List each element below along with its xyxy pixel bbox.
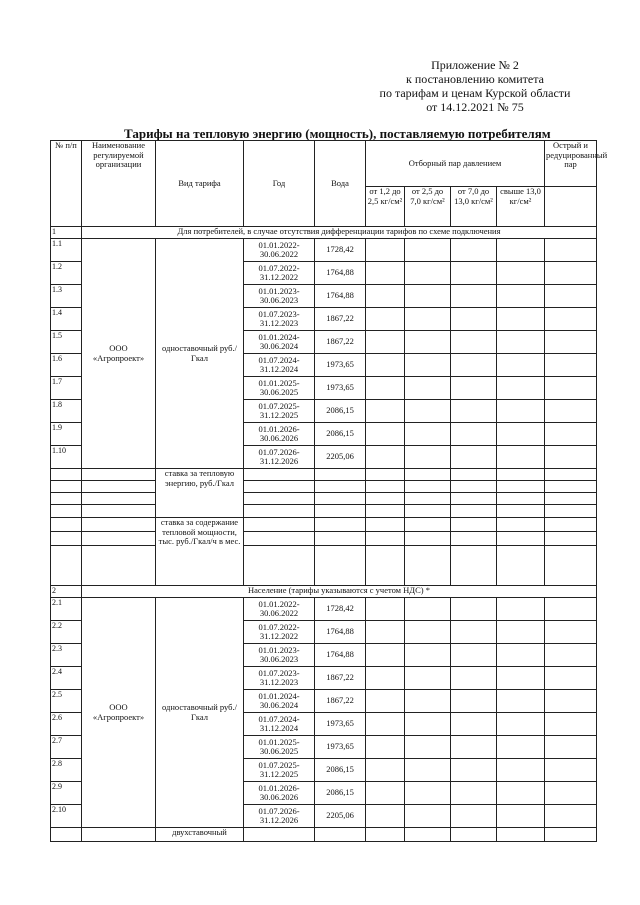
period: 01.07.2025- 31.12.2025 xyxy=(244,759,315,782)
empty-cell xyxy=(366,308,405,331)
row-num: 2.3 xyxy=(51,644,82,667)
section-num: 1 xyxy=(51,227,82,239)
empty-cell xyxy=(545,331,597,354)
empty-cell xyxy=(405,377,451,400)
empty-cell xyxy=(405,805,451,828)
empty-cell xyxy=(405,690,451,713)
tariff-type: одноставочный руб./Гкал xyxy=(156,598,244,828)
committee-name: по тарифам и ценам Курской области xyxy=(379,86,571,100)
empty-cell xyxy=(82,518,156,532)
empty-cell xyxy=(82,493,156,505)
period: 01.07.2024- 31.12.2024 xyxy=(244,713,315,736)
period: 01.01.2024- 30.06.2024 xyxy=(244,690,315,713)
empty-cell xyxy=(405,446,451,469)
empty-cell xyxy=(366,644,405,667)
row-num: 1.5 xyxy=(51,331,82,354)
section-row xyxy=(51,586,597,598)
water-value: 1728,42 xyxy=(315,598,366,621)
empty-cell xyxy=(545,598,597,621)
empty-cell xyxy=(366,285,405,308)
water-value: 2086,15 xyxy=(315,400,366,423)
water-value: 1973,65 xyxy=(315,377,366,400)
empty-cell xyxy=(497,308,545,331)
empty-cell xyxy=(451,598,497,621)
empty-cell xyxy=(366,469,405,481)
empty-cell xyxy=(497,828,545,842)
empty-cell xyxy=(315,493,366,505)
empty-cell xyxy=(366,805,405,828)
empty-cell xyxy=(366,759,405,782)
empty-cell xyxy=(405,423,451,446)
empty-cell xyxy=(244,518,315,532)
period: 01.07.2023- 31.12.2023 xyxy=(244,667,315,690)
period: 01.01.2025- 30.06.2025 xyxy=(244,377,315,400)
period: 01.01.2023- 30.06.2023 xyxy=(244,285,315,308)
empty-cell xyxy=(405,400,451,423)
empty-cell xyxy=(405,644,451,667)
empty-cell xyxy=(405,667,451,690)
empty-cell xyxy=(315,469,366,481)
period: 01.07.2022- 31.12.2022 xyxy=(244,621,315,644)
table-row xyxy=(51,828,597,842)
col-sharp-header: Острый и редуцированный пар xyxy=(545,141,597,187)
empty-cell xyxy=(545,239,597,262)
table-row xyxy=(51,493,597,505)
empty-cell xyxy=(497,331,545,354)
empty-cell xyxy=(366,667,405,690)
table-row xyxy=(51,598,597,621)
tariff-type: одноставочный руб./Гкал xyxy=(156,239,244,469)
empty-cell xyxy=(451,505,497,518)
empty-cell xyxy=(497,518,545,532)
period: 01.07.2022- 31.12.2022 xyxy=(244,262,315,285)
empty-cell xyxy=(405,713,451,736)
empty-cell xyxy=(545,505,597,518)
empty-cell xyxy=(244,505,315,518)
empty-cell xyxy=(405,532,451,546)
empty-cell xyxy=(497,532,545,546)
row-num: 2.8 xyxy=(51,759,82,782)
empty-cell xyxy=(82,481,156,493)
rate-capacity-label: ставка за содержание тепловой мощности, тыс. руб./Гкал/ч в мес. xyxy=(156,518,244,586)
empty-cell xyxy=(497,481,545,493)
empty-cell xyxy=(545,518,597,532)
row-num: 1.8 xyxy=(51,400,82,423)
appendix-label: Приложение № 2 xyxy=(431,58,519,72)
empty-cell xyxy=(497,713,545,736)
empty-cell xyxy=(405,621,451,644)
empty-cell xyxy=(405,736,451,759)
empty-cell xyxy=(545,621,597,644)
col-steam-header: Отборный пар давлением xyxy=(366,141,545,187)
row-num: 2.1 xyxy=(51,598,82,621)
rate-energy-label: ставка за тепловую энергию, руб./Гкал xyxy=(156,469,244,518)
row-num: 2.5 xyxy=(51,690,82,713)
empty-cell xyxy=(451,667,497,690)
table-row xyxy=(51,469,597,481)
row-num: 2.2 xyxy=(51,621,82,644)
empty-cell xyxy=(451,354,497,377)
col-sub3-header: от 7,0 до 13,0 кг/см² xyxy=(451,187,497,227)
empty-cell xyxy=(545,285,597,308)
empty-cell xyxy=(545,759,597,782)
period: 01.01.2026- 30.06.2026 xyxy=(244,423,315,446)
empty-cell xyxy=(497,239,545,262)
empty-cell xyxy=(315,505,366,518)
tariff-table xyxy=(50,140,608,842)
col-sub2-header: от 2,5 до 7,0 кг/см² xyxy=(405,187,451,227)
empty-cell xyxy=(497,423,545,446)
table-row xyxy=(51,505,597,518)
empty-cell xyxy=(366,505,405,518)
empty-cell xyxy=(405,262,451,285)
empty-cell xyxy=(451,308,497,331)
empty-cell xyxy=(366,546,405,586)
period: 01.07.2026- 31.12.2026 xyxy=(244,446,315,469)
empty-cell xyxy=(497,505,545,518)
empty-cell xyxy=(244,828,315,842)
two-part-label: двухставочный xyxy=(156,828,244,842)
resolution-ref: к постановлению комитета xyxy=(406,72,544,86)
empty-cell xyxy=(51,505,82,518)
empty-cell xyxy=(545,713,597,736)
empty-cell xyxy=(405,518,451,532)
table-row xyxy=(51,546,597,586)
empty-cell xyxy=(244,481,315,493)
empty-cell xyxy=(545,644,597,667)
empty-cell xyxy=(451,690,497,713)
row-num: 1.2 xyxy=(51,262,82,285)
empty-cell xyxy=(82,505,156,518)
empty-cell xyxy=(497,736,545,759)
empty-cell xyxy=(545,828,597,842)
empty-cell xyxy=(405,481,451,493)
empty-cell xyxy=(451,805,497,828)
period: 01.01.2022- 30.06.2022 xyxy=(244,239,315,262)
col-org-header: Наименование регулируемой организации xyxy=(82,141,156,227)
empty-cell xyxy=(497,782,545,805)
empty-cell xyxy=(366,782,405,805)
water-value: 2205,06 xyxy=(315,805,366,828)
water-value: 1764,88 xyxy=(315,644,366,667)
empty-cell xyxy=(497,598,545,621)
period: 01.01.2022- 30.06.2022 xyxy=(244,598,315,621)
period: 01.07.2024- 31.12.2024 xyxy=(244,354,315,377)
empty-cell xyxy=(366,713,405,736)
empty-cell xyxy=(451,481,497,493)
water-value: 1973,65 xyxy=(315,713,366,736)
empty-cell xyxy=(497,805,545,828)
empty-cell xyxy=(545,736,597,759)
empty-cell xyxy=(405,759,451,782)
table-row xyxy=(51,481,597,493)
row-num: 1.10 xyxy=(51,446,82,469)
section-title: Для потребителей, в случае отсутствия дифференциации тарифов по схеме подключения xyxy=(82,227,597,239)
row-num: 1.7 xyxy=(51,377,82,400)
period: 01.07.2025- 31.12.2025 xyxy=(244,400,315,423)
empty-cell xyxy=(51,518,82,532)
empty-cell xyxy=(497,644,545,667)
empty-cell xyxy=(405,598,451,621)
resolution-date: от 14.12.2021 № 75 xyxy=(426,100,524,114)
empty-cell xyxy=(366,493,405,505)
empty-cell xyxy=(451,400,497,423)
empty-cell xyxy=(82,532,156,546)
empty-cell xyxy=(405,308,451,331)
empty-cell xyxy=(82,828,156,842)
empty-cell xyxy=(451,621,497,644)
empty-cell xyxy=(545,469,597,481)
empty-cell xyxy=(51,481,82,493)
empty-cell xyxy=(545,308,597,331)
empty-cell xyxy=(366,690,405,713)
empty-cell xyxy=(545,354,597,377)
empty-cell xyxy=(451,782,497,805)
empty-cell xyxy=(51,493,82,505)
empty-cell xyxy=(497,493,545,505)
water-value: 1867,22 xyxy=(315,331,366,354)
document-header xyxy=(360,58,590,114)
empty-cell xyxy=(545,423,597,446)
empty-cell xyxy=(451,377,497,400)
empty-cell xyxy=(451,331,497,354)
water-value: 1728,42 xyxy=(315,239,366,262)
water-value: 2086,15 xyxy=(315,423,366,446)
empty-cell xyxy=(405,493,451,505)
table-row xyxy=(51,518,597,532)
empty-cell xyxy=(366,377,405,400)
empty-cell xyxy=(405,505,451,518)
empty-cell xyxy=(497,759,545,782)
page-title: Тарифы на тепловую энергию (мощность), поставляемую потребителям xyxy=(124,126,551,141)
empty-cell xyxy=(451,736,497,759)
empty-cell xyxy=(405,782,451,805)
empty-cell xyxy=(545,546,597,586)
empty-cell xyxy=(366,736,405,759)
row-num: 2.4 xyxy=(51,667,82,690)
empty-cell xyxy=(451,828,497,842)
empty-cell xyxy=(366,446,405,469)
empty-cell xyxy=(451,262,497,285)
empty-cell xyxy=(82,469,156,481)
period: 01.01.2025- 30.06.2025 xyxy=(244,736,315,759)
empty-cell xyxy=(545,262,597,285)
empty-cell xyxy=(366,621,405,644)
empty-cell xyxy=(82,546,156,586)
empty-cell xyxy=(451,713,497,736)
empty-cell xyxy=(451,532,497,546)
org-name: ООО «Агропроект» xyxy=(82,598,156,828)
col-water-header: Вода xyxy=(315,141,366,227)
water-value: 1764,88 xyxy=(315,285,366,308)
water-value: 1867,22 xyxy=(315,667,366,690)
row-num: 2.9 xyxy=(51,782,82,805)
row-num: 2.6 xyxy=(51,713,82,736)
water-value: 1867,22 xyxy=(315,308,366,331)
empty-cell xyxy=(244,546,315,586)
col-sub4-header: свыше 13,0 кг/см² xyxy=(497,187,545,227)
water-value: 1764,88 xyxy=(315,621,366,644)
empty-cell xyxy=(451,644,497,667)
water-value: 1867,22 xyxy=(315,690,366,713)
row-num: 1.9 xyxy=(51,423,82,446)
table-row xyxy=(51,532,597,546)
header-row xyxy=(51,141,597,187)
period: 01.01.2026- 30.06.2026 xyxy=(244,782,315,805)
empty-cell xyxy=(51,828,82,842)
period: 01.01.2024- 30.06.2024 xyxy=(244,331,315,354)
empty-cell xyxy=(366,518,405,532)
empty-cell xyxy=(497,469,545,481)
empty-cell xyxy=(451,518,497,532)
col-year-header: Год xyxy=(244,141,315,227)
empty-cell xyxy=(405,239,451,262)
empty-cell xyxy=(366,354,405,377)
empty-cell xyxy=(244,493,315,505)
water-value: 1973,65 xyxy=(315,354,366,377)
empty-cell xyxy=(451,759,497,782)
empty-cell xyxy=(366,239,405,262)
empty-cell xyxy=(497,354,545,377)
row-num: 1.3 xyxy=(51,285,82,308)
empty-cell xyxy=(545,400,597,423)
empty-cell xyxy=(497,262,545,285)
org-name: ООО «Агропроект» xyxy=(82,239,156,469)
empty-cell xyxy=(451,239,497,262)
period: 01.07.2023- 31.12.2023 xyxy=(244,308,315,331)
period: 01.07.2026- 31.12.2026 xyxy=(244,805,315,828)
empty-cell xyxy=(497,546,545,586)
empty-cell xyxy=(51,546,82,586)
empty-cell xyxy=(315,481,366,493)
empty-cell xyxy=(497,667,545,690)
empty-cell xyxy=(451,469,497,481)
empty-cell xyxy=(315,518,366,532)
col-num-header: № п/п xyxy=(51,141,82,227)
water-value: 2086,15 xyxy=(315,759,366,782)
empty-cell xyxy=(405,285,451,308)
empty-cell xyxy=(545,667,597,690)
col-sub1-header: от 1,2 до 2,5 кг/см² xyxy=(366,187,405,227)
empty-cell xyxy=(545,377,597,400)
period: 01.01.2023- 30.06.2023 xyxy=(244,644,315,667)
empty-cell xyxy=(405,469,451,481)
empty-cell xyxy=(244,469,315,481)
empty-cell xyxy=(244,532,315,546)
empty-cell xyxy=(315,828,366,842)
row-num: 1.4 xyxy=(51,308,82,331)
empty-cell xyxy=(497,690,545,713)
empty-cell xyxy=(51,532,82,546)
empty-cell xyxy=(366,598,405,621)
empty-cell xyxy=(451,285,497,308)
row-num: 2.10 xyxy=(51,805,82,828)
empty-cell xyxy=(451,446,497,469)
empty-cell xyxy=(545,481,597,493)
empty-cell xyxy=(497,400,545,423)
empty-cell xyxy=(545,690,597,713)
section-title: Население (тарифы указываются с учетом НДС) * xyxy=(82,586,597,598)
empty-cell xyxy=(545,805,597,828)
empty-cell xyxy=(51,469,82,481)
empty-cell xyxy=(545,493,597,505)
row-num: 1.6 xyxy=(51,354,82,377)
empty-cell xyxy=(315,532,366,546)
empty-cell xyxy=(366,331,405,354)
empty-cell xyxy=(451,423,497,446)
empty-cell xyxy=(366,423,405,446)
empty-cell xyxy=(405,331,451,354)
empty-cell xyxy=(497,446,545,469)
empty-cell xyxy=(545,446,597,469)
water-value: 2205,06 xyxy=(315,446,366,469)
empty-cell xyxy=(405,546,451,586)
water-value: 2086,15 xyxy=(315,782,366,805)
empty-cell xyxy=(451,546,497,586)
col-type-header: Вид тарифа xyxy=(156,141,244,227)
empty-cell xyxy=(545,782,597,805)
empty-cell xyxy=(366,532,405,546)
empty-cell xyxy=(497,621,545,644)
section-row xyxy=(51,227,597,239)
empty-cell xyxy=(366,481,405,493)
empty-cell xyxy=(405,354,451,377)
empty-cell xyxy=(497,377,545,400)
empty-cell xyxy=(451,493,497,505)
empty-cell xyxy=(366,262,405,285)
water-value: 1764,88 xyxy=(315,262,366,285)
water-value: 1973,65 xyxy=(315,736,366,759)
empty-cell xyxy=(405,828,451,842)
row-num: 1.1 xyxy=(51,239,82,262)
empty-cell xyxy=(366,400,405,423)
empty-cell xyxy=(315,546,366,586)
row-num: 2.7 xyxy=(51,736,82,759)
empty-cell xyxy=(366,828,405,842)
section-num: 2 xyxy=(51,586,82,598)
empty-cell xyxy=(545,532,597,546)
empty-cell xyxy=(497,285,545,308)
table-row xyxy=(51,239,597,262)
